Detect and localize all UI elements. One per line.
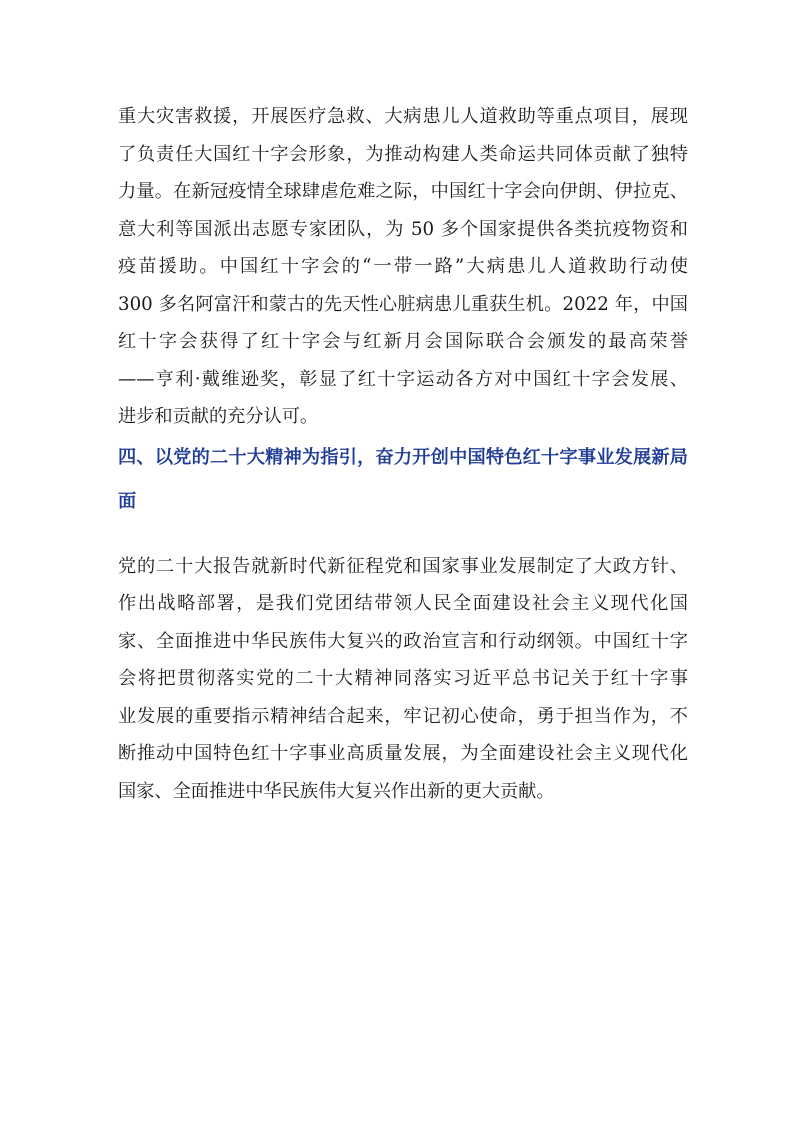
text-line: 家、全面推进中华民族伟大复兴的政治宣言和行动纲领。中国红十字 (118, 630, 688, 652)
text-line: 300 多名阿富汗和蒙古的先天性心脏病患儿重获生机。2022 年，中国 (118, 293, 688, 315)
heading-line: 面 (118, 490, 137, 512)
text-line: 作出战略部署，是我们党团结带领人民全面建设社会主义现代化国 (118, 593, 688, 614)
heading-line: 四、以党的二十大精神为指引，奋力开创中国特色红十字事业发展新局 (118, 446, 688, 468)
text-line: 国家、全面推进中华民族伟大复兴作出新的更大贡献。 (118, 780, 555, 802)
text-line: 业发展的重要指示精神结合起来，牢记初心使命，勇于担当作为，不 (118, 705, 688, 727)
text-line: 重大灾害救援，开展医疗急救、大病患儿人道救助等重点项目，展现 (118, 106, 688, 127)
body-paragraph-2 (118, 548, 688, 811)
text-line: 党的二十大报告就新时代新征程党和国家事业发展制定了大政方针、 (118, 555, 688, 577)
text-line: 会将把贯彻落实党的二十大精神同落实习近平总书记关于红十字事 (118, 668, 688, 689)
document-body (118, 98, 688, 810)
text-line: 了负责任大国红十字会形象，为推动构建人类命运共同体贡献了独特 (118, 143, 688, 165)
text-line: 力量。在新冠疫情全球肆虐危难之际，中国红十字会向伊朗、伊拉克、 (118, 181, 688, 202)
body-paragraph-1 (118, 98, 688, 436)
text-line: ——亨利·戴维逊奖，彰显了红十字运动各方对中国红十字会发展、 (118, 368, 688, 390)
text-line: 断推动中国特色红十字事业高质量发展，为全面建设社会主义现代化 (118, 743, 688, 764)
text-line: 意大利等国派出志愿专家团队，为 50 多个国家提供各类抗疫物资和 (118, 218, 688, 240)
text-line: 进步和贡献的充分认可。 (118, 406, 319, 427)
section-heading (118, 436, 688, 524)
text-line: 红十字会获得了红十字会与红新月会国际联合会颁发的最高荣誉 (118, 331, 688, 352)
text-line: 疫苗援助。中国红十字会的“一带一路”大病患儿人道救助行动使 (118, 256, 688, 277)
